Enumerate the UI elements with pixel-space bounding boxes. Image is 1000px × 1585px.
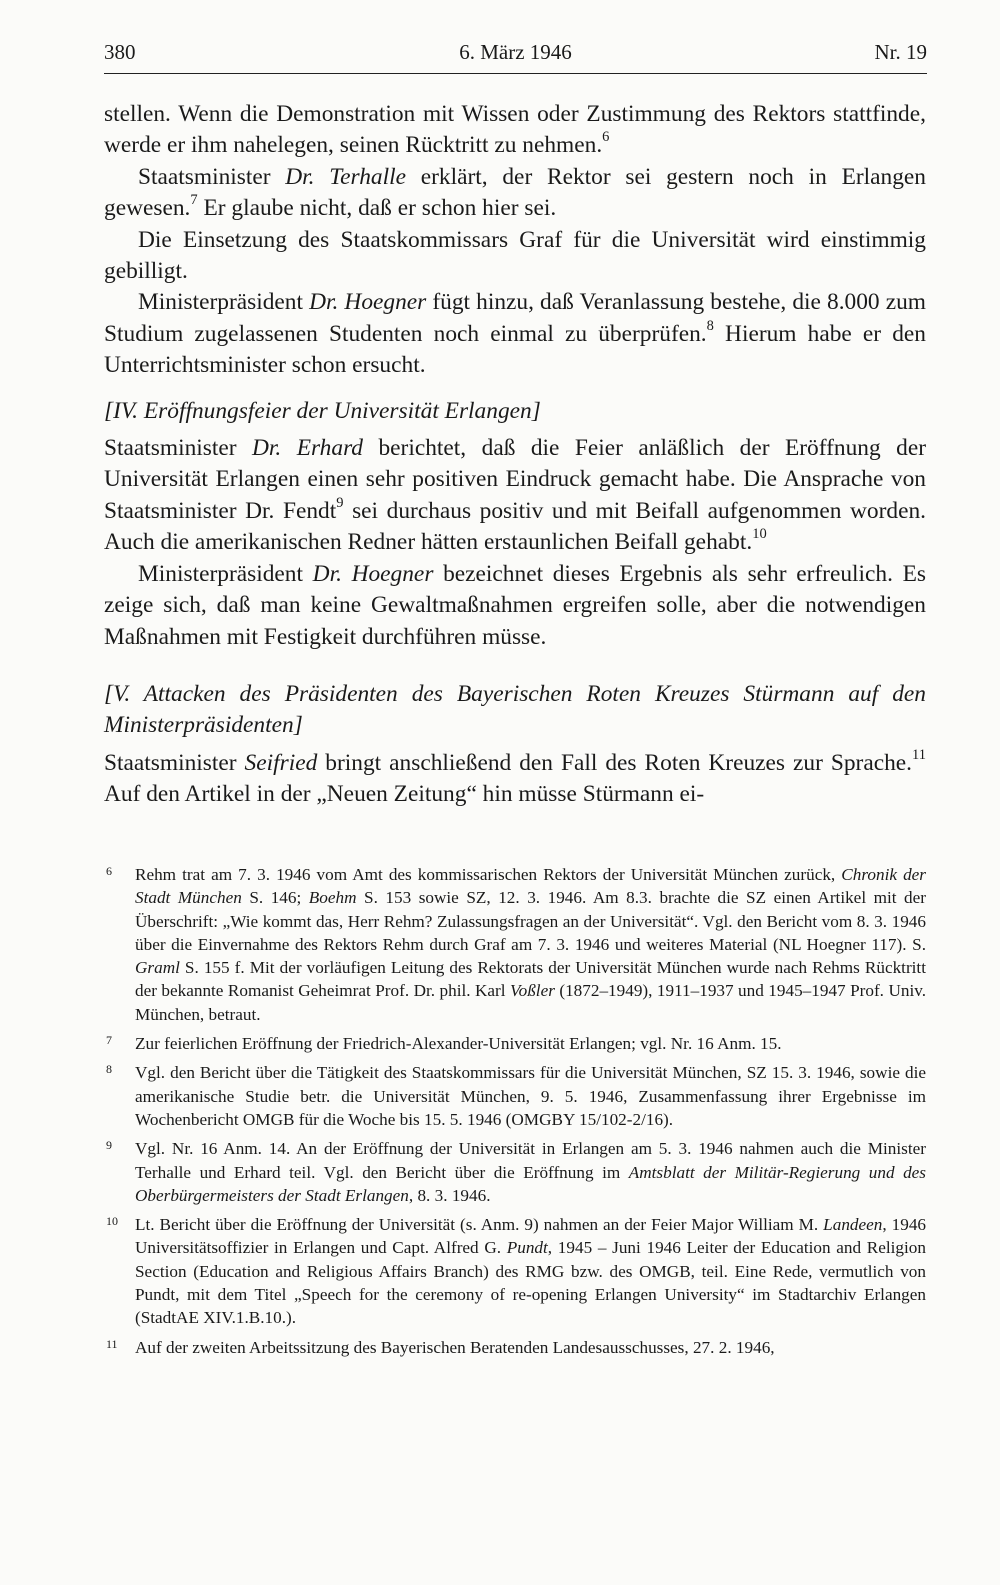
section-heading-iv: [IV. Eröffnungsfeier der Universität Erlangen] <box>104 397 541 424</box>
footnotes <box>104 863 926 1365</box>
footnote-ref: 11 <box>912 746 926 763</box>
footnote-ref: 9 <box>336 495 344 511</box>
footnote-number: 9 <box>106 1138 112 1153</box>
footnote-ref: 10 <box>752 526 767 543</box>
header-rule <box>104 73 927 74</box>
paragraph: Staatsminister Dr. Erhard berichtet, daß die Feier anläßlich der Eröffnung der Universität Erlangen einen sehr positiven Eindruck gemacht habe. Die Ansprache von Staatsminister Dr. Fendt$^9$ sei durchaus positiv und mit Beifall aufgenommen worden. Auch die amerikanischen Redner hätten erstaunlichen Beifall gehabt.$^{10}$ <box>104 435 926 556</box>
header-date: 6. März 1946 <box>459 40 572 64</box>
page-number: 380 <box>104 40 136 64</box>
main-text <box>104 99 926 811</box>
paragraph: stellen. Wenn die Demonstration mit Wissen oder Zustimmung des Rektors stattfinde, werde er ihm nahelegen, seinen Rücktritt zu nehmen.$^6$ <box>104 101 926 159</box>
running-head <box>104 40 927 74</box>
footnote-ref: 8 <box>706 317 714 334</box>
speaker-name: Dr. Hoegner <box>309 289 427 316</box>
paragraph: Ministerpräsident Dr. Hoegner fügt hinzu, daß Veranlassung bestehe, die 8.000 zum Studium zugelassenen Studenten noch einmal zu überprüfen.$^8$ Hierum habe er den Unterrichtsminister schon ersucht. <box>104 289 926 379</box>
section-heading-v: [V. Attacken des Präsidenten des Bayerischen Roten Kreuzes Stürmann auf den Ministerpräsidenten] <box>104 680 926 739</box>
issue-number: Nr. 19 <box>874 40 927 64</box>
footnote-ref: 7 <box>190 192 198 209</box>
footnote-number: 7 <box>106 1033 112 1048</box>
speaker-name: Dr. Hoegner <box>312 560 434 587</box>
paragraph: Staatsminister Dr. Terhalle erklärt, der Rektor sei gestern noch in Erlangen gewesen.$^7$ Er glaube nicht, daß er schon hier sei. <box>104 163 926 222</box>
footnote-11: 11 Auf der zweiten Arbeitssitzung des Bayerischen Beratenden Landesausschusses, 27. 2. 1946, <box>104 1336 926 1359</box>
footnote-8: 8 Vgl. den Bericht über die Tätigkeit des Staatskommissars für die Universität München, SZ 15. 3. 1946, sowie die amerikanische Studie betr. die Universität München, 9. 5. 1946, Zusammenfassung ihrer Ergebnisse im Wochenbericht OMGB für die Woche bis 15. 5. 1946 (OMGBY 15/102-2/16). <box>104 1061 926 1131</box>
paragraph: Die Einsetzung des Staatskommissars Graf für die Universität wird einstimmig gebilligt. <box>104 226 926 285</box>
paragraph: Staatsminister Seifried bringt anschließend den Fall des Roten Kreuzes zur Sprache.$^{11}$ Auf den Artikel in der „Neuen Zeitung“ hin müsse Stürmann ei- <box>104 746 926 808</box>
footnote-10: 10 Lt. Bericht über die Eröffnung der Universität (s. Anm. 9) nahmen an der Feier Major William M. Landeen, 1946 Universitätsoffizier in Erlangen und Capt. Alfred G. Pundt, 1945 – Juni 1946 Leiter der Education and Religion Section (Education and Religious Affairs Branch) des RMG bzw. des OMGB, teil. Eine Rede, vermutlich von Pundt, mit dem Titel „Speech for the ceremony of re-opening Erlangen University“ im Stadtarchiv Erlangen (StadtAE XIV.1.B.10.). <box>104 1213 926 1329</box>
speaker-name: Dr. Terhalle <box>285 163 406 190</box>
footnote-ref: 6 <box>602 129 610 146</box>
footnote-number: 11 <box>106 1336 118 1351</box>
speaker-name: Dr. Erhard <box>252 435 364 462</box>
footnote-number: 6 <box>106 864 112 878</box>
paragraph: Ministerpräsident Dr. Hoegner bezeichnet dieses Ergebnis als sehr erfreulich. Es zeige sich, daß man keine Gewaltmaßnahmen ergreifen solle, aber die notwendigen Maßnahmen mit Festigkeit durchführen müsse. <box>104 560 926 650</box>
footnote-9: 9 Vgl. Nr. 16 Anm. 14. An der Eröffnung der Universität in Erlangen am 5. 3. 1946 nahmen auch die Minister Terhalle und Erhard teil. Vgl. den Bericht über die Eröffnung im Amtsblatt der Militär-Regierung und des Oberbürgermeisters der Stadt Erlangen, 8. 3. 1946. <box>104 1137 926 1207</box>
footnote-6: 6 Rehm trat am 7. 3. 1946 vom Amt des kommissarischen Rektors der Universität München zurück, Chronik der Stadt München S. 146; Boehm S. 153 sowie SZ, 12. 3. 1946. Am 8.3. brachte die SZ einen Artikel mit der Überschrift: „Wie kommt das, Herr Rehm? Zulassungsfragen an der Universität“. Vgl. den Bericht vom 8. 3. 1946 über die Einvernahme des Rektors Rehm durch Graf am 7. 3. 1946 und weiteres Material (NL Hoegner 117). S. Graml S. 155 f. Mit der vorläufigen Leitung des Rektorats der Universität München wurde nach Rehms Rücktritt der bekannte Romanist Geheimrat Prof. Dr. phil. Karl Voßler (1872–1949), 1911–1937 und 1945–1947 Prof. Univ. München, betraut. <box>104 863 926 1026</box>
footnote-number: 8 <box>106 1062 112 1077</box>
footnote-7: 7 Zur feierlichen Eröffnung der Friedrich-Alexander-Universität Erlangen; vgl. Nr. 16 Anm. 15. <box>104 1032 926 1055</box>
speaker-name: Seifried <box>244 749 318 776</box>
footnote-number: 10 <box>106 1214 118 1229</box>
